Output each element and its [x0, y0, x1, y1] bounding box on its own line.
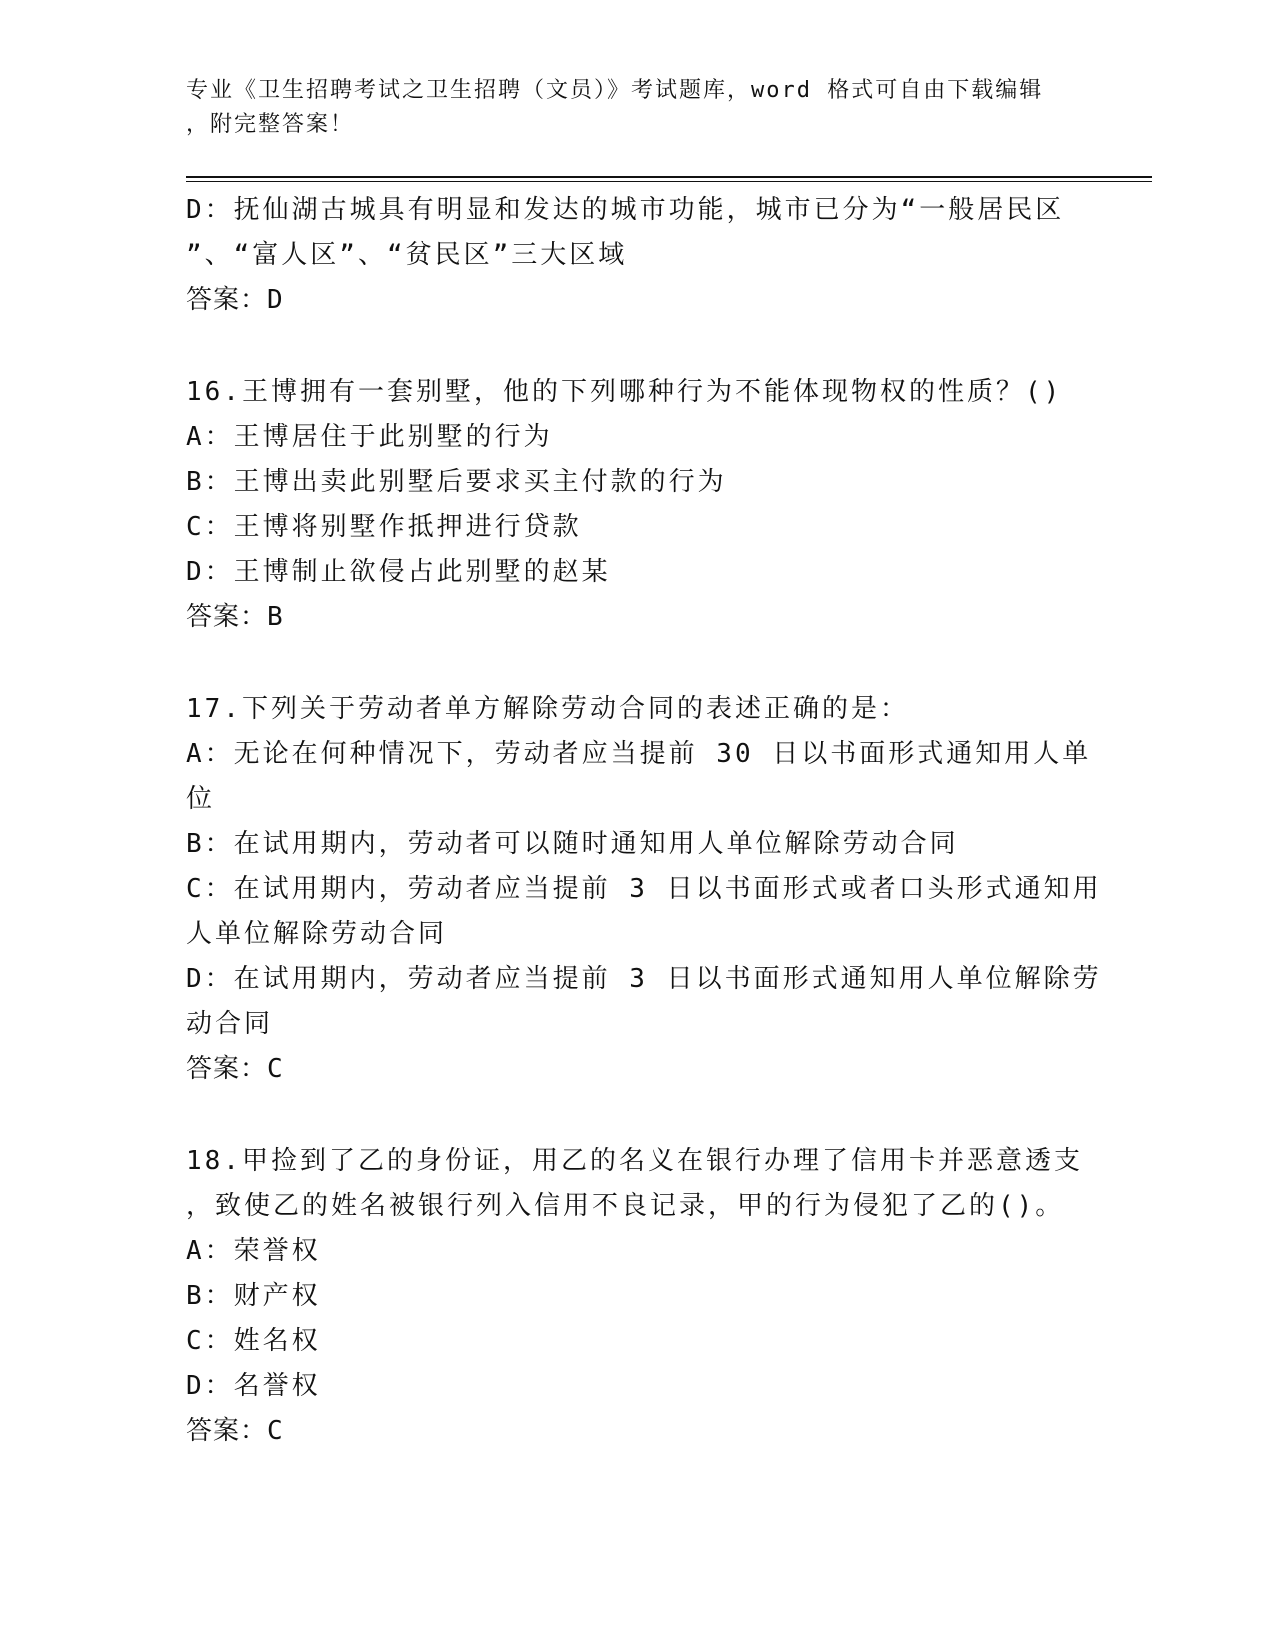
header-divider-thin: [186, 181, 1152, 182]
option-a: A：王博居住于此别墅的行为: [186, 422, 553, 452]
question-stem: 16.王博拥有一套别墅，他的下列哪种行为不能体现物权的性质？(): [186, 377, 1063, 407]
answer-line: 答案：C: [186, 1416, 284, 1446]
question-block-15-tail: [186, 188, 1086, 323]
option-a: A：荣誉权: [186, 1236, 321, 1266]
option-b: B：在试用期内，劳动者可以随时通知用人单位解除劳动合同: [186, 829, 959, 859]
question-block-18: [186, 1139, 1086, 1454]
option-d-continued: 动合同: [186, 1009, 274, 1039]
option-d: D：抚仙湖古城具有明显和发达的城市功能，城市已分为“一般居民区: [186, 195, 1065, 225]
header-line-2: ，附完整答案！: [186, 112, 355, 137]
option-d: D：王博制止欲侵占此别墅的赵某: [186, 557, 611, 587]
header-divider-thick: [186, 176, 1152, 178]
question-block-17: [186, 687, 1102, 1092]
question-stem: 18.甲捡到了乙的身份证，用乙的名义在银行办理了信用卡并恶意透支: [186, 1146, 1083, 1176]
option-c: C：在试用期内，劳动者应当提前 3 日以书面形式或者口头形式通知用: [186, 874, 1102, 904]
option-d: D：名誉权: [186, 1371, 321, 1401]
option-a: A：无论在何种情况下，劳动者应当提前 30 日以书面形式通知用人单: [186, 739, 1092, 769]
option-b: B：财产权: [186, 1281, 321, 1311]
document-header: [186, 74, 1066, 142]
option-c: C：姓名权: [186, 1326, 321, 1356]
option-a-continued: 位: [186, 784, 216, 814]
option-b: B：王博出卖此别墅后要求买主付款的行为: [186, 467, 727, 497]
option-d-continued: ”、“富人区”、“贫民区”三大区域: [186, 240, 628, 270]
answer-line: 答案：D: [186, 285, 284, 315]
question-list: [186, 188, 1102, 1454]
answer-line: 答案：B: [186, 602, 284, 632]
question-stem-continued: ，致使乙的姓名被银行列入信用不良记录，甲的行为侵犯了乙的()。: [186, 1191, 1065, 1221]
option-d: D：在试用期内，劳动者应当提前 3 日以书面形式通知用人单位解除劳: [186, 964, 1102, 994]
question-block-16: [186, 370, 1086, 640]
question-stem: 17.下列关于劳动者单方解除劳动合同的表述正确的是：: [186, 694, 909, 724]
option-c: C：王博将别墅作抵押进行贷款: [186, 512, 582, 542]
header-line-1: 专业《卫生招聘考试之卫生招聘（文员）》考试题库，word 格式可自由下载编辑: [186, 78, 1044, 103]
block-spacer: [186, 1092, 1086, 1139]
block-spacer: [186, 640, 1086, 687]
answer-line: 答案：C: [186, 1054, 284, 1084]
option-c-continued: 人单位解除劳动合同: [186, 919, 448, 949]
block-spacer: [186, 323, 1086, 370]
